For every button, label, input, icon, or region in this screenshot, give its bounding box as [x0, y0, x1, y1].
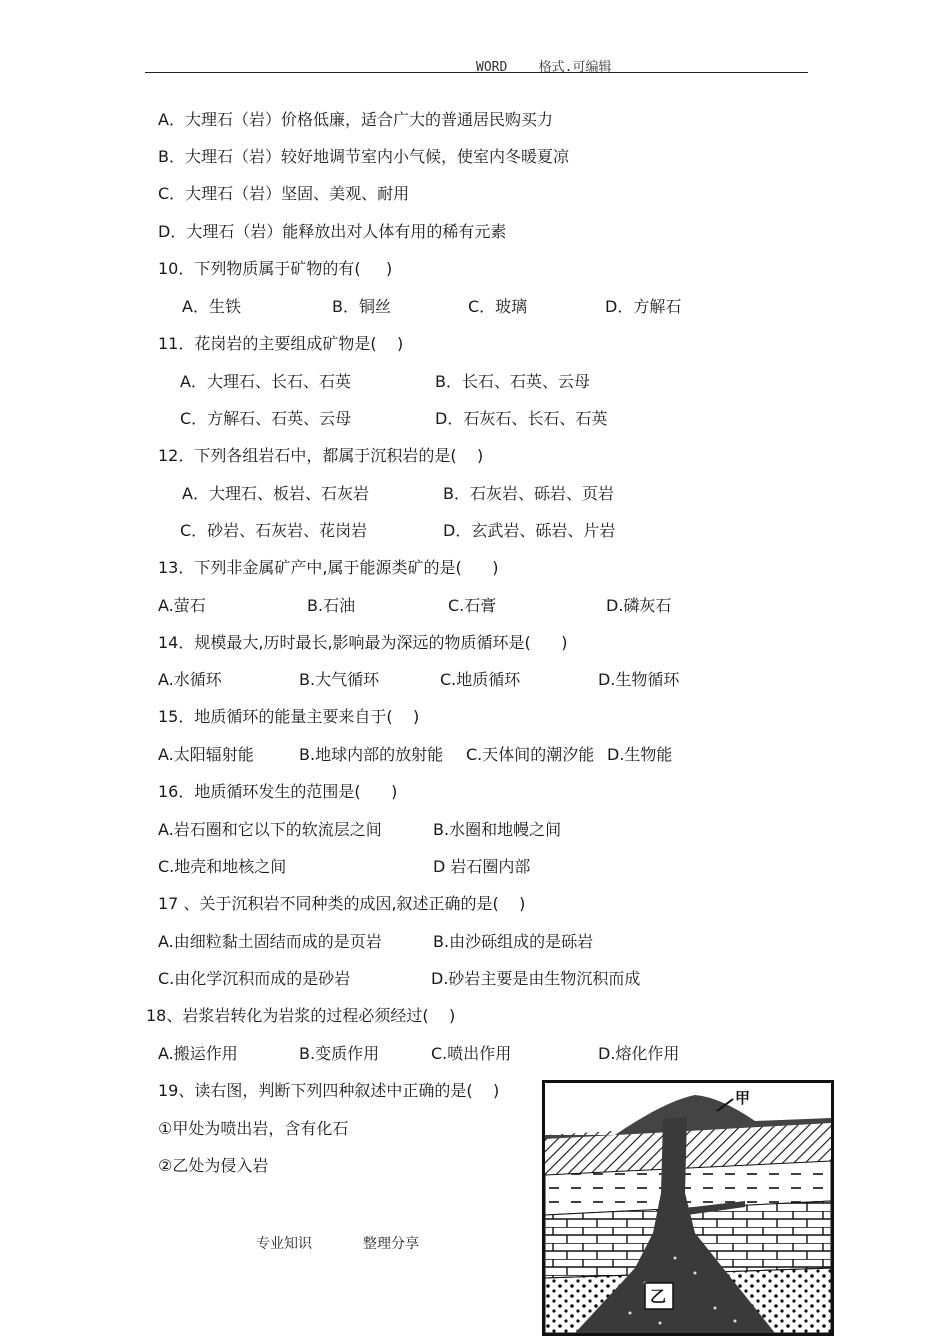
q16-option-a: A.岩石圈和它以下的软流层之间: [158, 820, 382, 839]
q17-option-d: D.砂岩主要是由生物沉积而成: [431, 969, 641, 988]
q10-option-c: C．玻璃: [468, 297, 528, 316]
question-12: 12．下列各组岩石中，都属于沉积岩的是( ): [158, 446, 484, 465]
q17-option-b: B.由沙砾组成的是砾岩: [433, 932, 594, 951]
label-jia: 甲: [735, 1089, 751, 1107]
option-line: C．大理石（岩）坚固、美观、耐用: [158, 184, 410, 203]
header-rule: [145, 72, 808, 73]
q12-option-c: C．砂岩、石灰岩、花岗岩: [180, 521, 368, 540]
q19-statement-2: ②乙处为侵入岩: [158, 1156, 269, 1175]
question-10: 10．下列物质属于矿物的有( ): [158, 259, 393, 278]
option-line: B．大理石（岩）较好地调节室内小气候，使室内冬暖夏凉: [158, 147, 569, 166]
question-15: 15．地质循环的能量主要来自于( ): [158, 707, 420, 726]
label-yi: 乙: [650, 1287, 667, 1306]
header-left: WORD: [476, 60, 508, 75]
option-line: D．大理石（岩）能释放出对人体有用的稀有元素: [158, 222, 507, 241]
q11-option-b: B．长石、石英、云母: [435, 372, 590, 391]
q14-option-a: A.水循环: [158, 670, 222, 689]
q10-option-a: A．生铁: [182, 297, 241, 316]
q10-option-b: B．铜丝: [332, 297, 391, 316]
question-18: 18、岩浆岩转化为岩浆的过程必须经过( ): [146, 1006, 456, 1025]
q11-option-c: C．方解石、石英、云母: [180, 409, 352, 428]
q16-option-c: C.地壳和地核之间: [158, 857, 287, 876]
q18-option-d: D.熔化作用: [598, 1044, 680, 1063]
q13-option-d: D.磷灰石: [606, 596, 672, 615]
q18-option-b: B.变质作用: [299, 1044, 380, 1063]
q11-option-a: A．大理石、长石、石英: [180, 372, 351, 391]
question-11: 11．花岗岩的主要组成矿物是( ): [158, 334, 404, 353]
geology-cross-section-figure: [542, 1080, 834, 1336]
q19-statement-1: ①甲处为喷出岩，含有化石: [158, 1119, 349, 1138]
q17-option-c: C.由化学沉积而成的是砂岩: [158, 969, 351, 988]
q15-option-b: B.地球内部的放射能: [299, 745, 444, 764]
question-19: 19、读右图，判断下列四种叙述中正确的是( ): [158, 1081, 500, 1100]
q14-option-c: C.地质循环: [440, 670, 521, 689]
q12-option-d: D．玄武岩、砾岩、片岩: [443, 521, 616, 540]
q18-option-c: C.喷出作用: [431, 1044, 512, 1063]
q12-option-b: B．石灰岩、砾岩、页岩: [443, 484, 614, 503]
q16-option-b: B.水圈和地幔之间: [433, 820, 562, 839]
question-14: 14．规模最大,历时最长,影响最为深远的物质循环是( ): [158, 633, 568, 652]
q15-option-c: C.天体间的潮汐能: [466, 745, 595, 764]
q15-option-a: A.太阳辐射能: [158, 745, 254, 764]
question-13: 13．下列非金属矿产中,属于能源类矿的是( ): [158, 558, 499, 577]
footer-right: 整理分享: [363, 1236, 419, 1252]
footer-left: 专业知识: [256, 1236, 312, 1252]
q12-option-a: A．大理石、板岩、石灰岩: [182, 484, 369, 503]
q16-option-d: D 岩石圈内部: [433, 857, 531, 876]
cross-section-svg: [545, 1083, 831, 1333]
question-17: 17 、关于沉积岩不同种类的成因,叙述正确的是( ): [158, 894, 526, 913]
question-16: 16．地质循环发生的范围是( ): [158, 782, 398, 801]
q14-option-d: D.生物循环: [598, 670, 680, 689]
q13-option-c: C.石膏: [448, 596, 497, 615]
q13-option-a: A.萤石: [158, 596, 206, 615]
option-line: A．大理石（岩）价格低廉，适合广大的普通居民购买力: [158, 110, 553, 129]
q11-option-d: D．石灰石、长石、石英: [435, 409, 608, 428]
header-right: 格式.可编辑: [538, 60, 612, 75]
q10-option-d: D．方解石: [605, 297, 682, 316]
q14-option-b: B.大气循环: [299, 670, 380, 689]
q18-option-a: A.搬运作用: [158, 1044, 238, 1063]
q15-option-d: D.生物能: [607, 745, 673, 764]
q17-option-a: A.由细粒黏土固结而成的是页岩: [158, 932, 382, 951]
q13-option-b: B.石油: [307, 596, 356, 615]
